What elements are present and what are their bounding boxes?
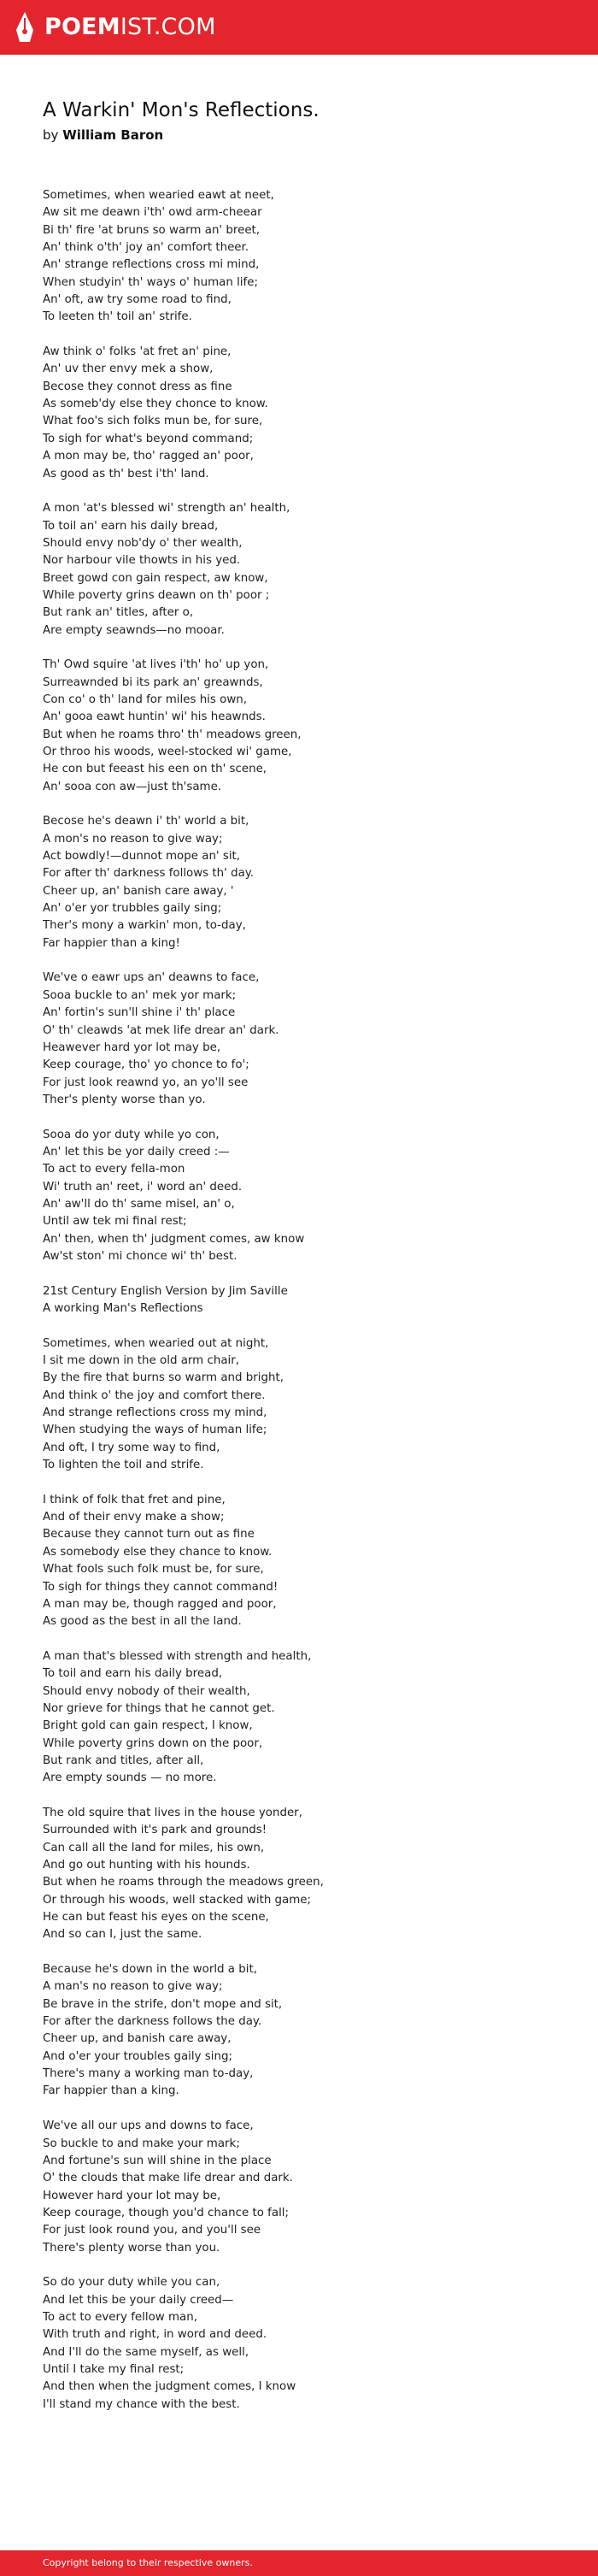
poem-line: 21st Century English Version by Jim Saville: [43, 1284, 288, 1298]
poem-line: I'll stand my chance with the best.: [43, 2397, 240, 2411]
copyright-notice: Copyright belong to their respective owners.: [43, 2557, 253, 2568]
poem-line: As somebody else they chance to know.: [43, 1545, 273, 1559]
poem-line: Becose he's deawn i' th' world a bit,: [43, 815, 249, 828]
poem-line: Surreawnded bi its park an' greawnds,: [43, 675, 263, 689]
site-logo-bold-text: POEM: [44, 14, 120, 40]
stanza: [43, 1961, 324, 2101]
poem-line: But when he roams through the meadows green,: [43, 1876, 324, 1889]
poem-title: A Warkin' Mon's Reflections.: [43, 99, 320, 121]
poem-line: Heawever hard yor lot may be,: [43, 1040, 221, 1054]
poem-body: [43, 187, 324, 2431]
poem-line: Because he's down in the world a bit,: [43, 1963, 257, 1977]
poem-line: As good as the best in all the land.: [43, 1615, 242, 1629]
poem-line: A mon's no reason to give way;: [43, 832, 223, 846]
poem-line: And let this be your daily creed—: [43, 2293, 234, 2307]
poem-line: And o'er your troubles gaily sing;: [43, 2049, 232, 2063]
stanza: [43, 1335, 324, 1475]
poem-line: For just look reawnd yo, an yo'll see: [43, 1076, 249, 1089]
poem-line: When studying the ways of human life;: [43, 1424, 267, 1437]
poem-line: A man may be, though ragged and poor,: [43, 1597, 277, 1611]
poem-line: An' o'er yor trubbles gaily sing;: [43, 902, 222, 916]
poem-line: Wi' truth an' reet, i' word an' deed.: [43, 1180, 243, 1194]
stanza: [43, 813, 324, 952]
stanza: [43, 500, 324, 640]
poem-line: As someb'dy else they chonce to know.: [43, 398, 268, 411]
poem-line: Cheer up, and banish care away,: [43, 2032, 232, 2046]
stanza: [43, 1805, 324, 1944]
poem-line: An' think o'th' joy an' comfort theer.: [43, 241, 249, 255]
poem-line: By the fire that burns so warm and bright,: [43, 1371, 284, 1385]
poem-line: A man's no reason to give way;: [43, 1980, 223, 1994]
poem-line: Keep courage, tho' yo chonce to fo';: [43, 1058, 249, 1072]
poem-line: Sooa do yor duty while yo con,: [43, 1128, 220, 1141]
poem-line: An' oft, aw try some road to find,: [43, 293, 232, 307]
poem-line: While poverty grins down on the poor,: [43, 1736, 263, 1750]
poem-line: For just look round you, and you'll see: [43, 2224, 261, 2237]
poem-line: To lighten the toil and strife.: [43, 1459, 204, 1472]
poem-line: Bi th' fire 'at bruns so warm an' breet,: [43, 223, 261, 237]
stanza: [43, 1648, 324, 1788]
poem-line: To sigh for what's beyond command;: [43, 432, 254, 445]
poem-line: And so can I, just the same.: [43, 1928, 202, 1942]
poem-line: Nor harbour vile thowts in his yed.: [43, 554, 241, 568]
poem-line: I sit me down in the old arm chair,: [43, 1354, 240, 1368]
poem-line: So do your duty while you can,: [43, 2276, 220, 2290]
poem-line: Ther's plenty worse than yo.: [43, 1093, 206, 1106]
poem-line: Con co' o th' land for miles his own,: [43, 693, 248, 706]
poem-line: A working Man's Reflections: [43, 1302, 203, 1315]
poem-line: However hard your lot may be,: [43, 2189, 221, 2202]
stanza: [43, 187, 324, 327]
poem-line: A mon 'at's blessed wi' strength an' health,: [43, 502, 290, 516]
poem-line: Are empty seawnds—no mooar.: [43, 623, 225, 637]
poem-line: Breet gowd con gain respect, aw know,: [43, 571, 268, 585]
site-footer: [0, 2550, 598, 2576]
site-logo-light-text: IST.COM: [120, 14, 216, 40]
poem-line: An' gooa eawt huntin' wi' his heawnds.: [43, 710, 266, 724]
poem-line: Until I take my final rest;: [43, 2362, 185, 2376]
poem-line: For after th' darkness follows th' day.: [43, 867, 255, 881]
poem-line: I think of folk that fret and pine,: [43, 1493, 226, 1506]
poem-line: Sometimes, when wearied eawt at neet,: [43, 189, 274, 202]
poem-line: When studyin' th' ways o' human life;: [43, 275, 258, 289]
poem-line: Or throo his woods, weel-stocked wi' game,: [43, 746, 292, 758]
poem-line: Aw think o' folks 'at fret an' pine,: [43, 345, 232, 359]
stanza: [43, 1127, 324, 1266]
site-logo-text: [44, 10, 216, 44]
author-link[interactable]: William Baron: [62, 127, 164, 143]
poem-line: A mon may be, tho' ragged an' poor,: [43, 450, 254, 463]
poem-line: An' then, when th' judgment comes, aw know: [43, 1232, 305, 1246]
poem-line: Bright gold can gain respect, I know,: [43, 1719, 253, 1733]
poem-line: And then when the judgment comes, I know: [43, 2380, 296, 2394]
poem-line: And I'll do the same myself, as well,: [43, 2345, 249, 2359]
poem-line: Far happier than a king!: [43, 936, 180, 950]
poem-line: Nor grieve for things that he cannot get.: [43, 1701, 275, 1715]
stanza: [43, 2118, 324, 2257]
poem-line: And oft, I try some way to find,: [43, 1441, 220, 1454]
poem-line: Act bowdly!—dunnot mope an' sit,: [43, 850, 241, 864]
poem-line: And fortune's sun will shine in the place: [43, 2154, 272, 2167]
poem-line: Ther's mony a warkin' mon, to-day,: [43, 919, 246, 933]
poem-line: Surrounded with it's park and grounds!: [43, 1824, 267, 1837]
poem-line: To leeten th' toil an' strife.: [43, 310, 192, 324]
site-header: [0, 0, 598, 55]
poem-line: And strange reflections cross my mind,: [43, 1406, 267, 1420]
poem-line: Because they cannot turn out as fine: [43, 1528, 255, 1541]
poem-line: An' let this be yor daily creed :—: [43, 1145, 230, 1158]
poem-line: And of their envy make a show;: [43, 1511, 225, 1524]
poem-line: Until aw tek mi final rest;: [43, 1215, 187, 1229]
byline-label: by: [43, 127, 59, 143]
poem-line: There's plenty worse than you.: [43, 2241, 220, 2255]
poem-line: But rank an' titles, after o,: [43, 606, 194, 620]
poem-line: Should envy nobody of their wealth,: [43, 1684, 250, 1698]
stanza: [43, 657, 324, 796]
poem-line: To sigh for things they cannot command!: [43, 1580, 278, 1594]
poem-line: We've o eawr ups an' deawns to face,: [43, 971, 260, 985]
poem-line: Aw sit me deawn i'th' owd arm-cheear: [43, 206, 262, 220]
poem-line: Sometimes, when wearied out at night,: [43, 1336, 269, 1350]
stanza: [43, 1492, 324, 1631]
poem-line: To toil and earn his daily bread,: [43, 1667, 223, 1681]
poem-line: Be brave in the strife, don't mope and sit,: [43, 1997, 283, 2011]
poem-line: As good as th' best i'th' land.: [43, 467, 209, 480]
poem-line: But rank and titles, after all,: [43, 1754, 204, 1767]
byline: [43, 127, 163, 144]
poem-line: O' the clouds that make life drear and dark.: [43, 2172, 293, 2185]
poem-line: Cheer up, an' banish care away, ': [43, 884, 234, 898]
poem-line: With truth and right, in word and deed.: [43, 2328, 267, 2342]
poem-line: Or through his woods, well stacked with game;: [43, 1893, 312, 1907]
poem-line: There's many a working man to-day,: [43, 2067, 254, 2081]
poem-line: Are empty sounds — no more.: [43, 1771, 217, 1785]
poem-line: And go out hunting with his hounds.: [43, 1859, 250, 1872]
poem-line: A man that's blessed with strength and health,: [43, 1649, 312, 1663]
poem-line: Can call all the land for miles, his own,: [43, 1841, 265, 1854]
poem-line: What foo's sich folks mun be, for sure,: [43, 415, 263, 428]
poem-line: To act to every fella-mon: [43, 1163, 185, 1176]
poem-line: But when he roams thro' th' meadows green,: [43, 728, 302, 741]
poem-line: The old squire that lives in the house yonder,: [43, 1806, 302, 1819]
poem-line: An' fortin's sun'll shine i' th' place: [43, 1006, 236, 1020]
poem-line: O' th' cleawds 'at mek life drear an' dark.: [43, 1023, 279, 1037]
poem-line: And think o' the joy and comfort there.: [43, 1388, 266, 1402]
poem-line: Aw'st ston' mi chonce wi' th' best.: [43, 1249, 237, 1263]
poem-line: We've all our ups and downs to face,: [43, 2119, 254, 2133]
poem-line: To act to every fellow man,: [43, 2310, 198, 2324]
poem-line: While poverty grins deawn on th' poor ;: [43, 588, 270, 602]
stanza: [43, 1283, 324, 1318]
poem-line: An' aw'll do th' same misel, an' o,: [43, 1197, 235, 1211]
poem-line: He can but feast his eyes on the scene,: [43, 1911, 269, 1925]
poem-line: He con but feeast his een on th' scene,: [43, 763, 267, 776]
stanza: [43, 344, 324, 483]
poem-line: An' sooa con aw—just th'same.: [43, 780, 222, 793]
stanza: [43, 970, 324, 1109]
poem-line: An' uv ther envy mek a show,: [43, 363, 214, 376]
poem-line: So buckle to and make your mark;: [43, 2137, 240, 2150]
poem-line: Sooa buckle to an' mek yor mark;: [43, 988, 237, 1002]
pen-nib-icon: [15, 11, 34, 44]
poem-line: An' strange reflections cross mi mind,: [43, 258, 260, 272]
poem-line: Far happier than a king.: [43, 2084, 179, 2098]
site-logo[interactable]: [15, 10, 216, 44]
stanza: [43, 2274, 324, 2414]
poem-line: What fools such folk must be, for sure,: [43, 1563, 264, 1577]
poem-line: To toil an' earn his daily bread,: [43, 519, 219, 533]
poem-line: Keep courage, though you'd chance to fall;: [43, 2206, 290, 2219]
poem-line: Becose they connot dress as fine: [43, 380, 232, 393]
poem-line: Should envy nob'dy o' ther wealth,: [43, 536, 243, 550]
poem-line: For after the darkness follows the day.: [43, 2015, 262, 2029]
poem-line: Th' Owd squire 'at lives i'th' ho' up yon,: [43, 658, 269, 672]
